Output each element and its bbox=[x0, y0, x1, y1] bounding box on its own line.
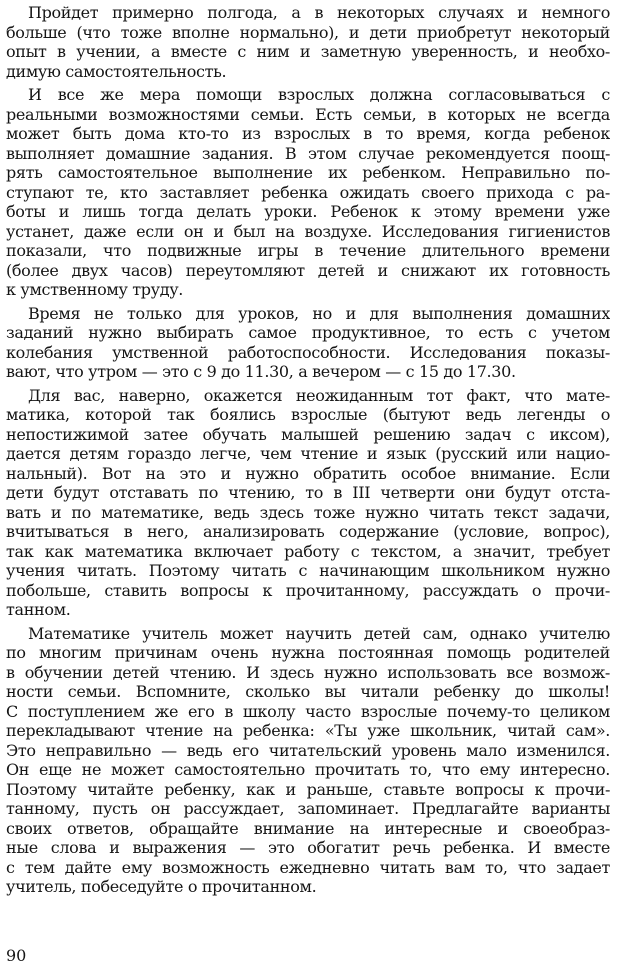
text-line: вать и по математике, ведь здесь тоже нужно читать текст задачи, bbox=[6, 502, 610, 522]
paragraph-1 bbox=[6, 3, 610, 81]
text-line: выполняет домашние задания. В этом случае рекомендуется поощ- bbox=[6, 143, 610, 163]
text-line: вчитываться в него, анализировать содержание (условие, вопрос), bbox=[6, 522, 610, 541]
text-line: дети будут отставать по чтению, то в III четверти они будут отста- bbox=[6, 483, 610, 502]
text-line: больше (что тоже вполне нормально), и дети приобретут некоторый bbox=[6, 22, 610, 42]
paragraph-5 bbox=[6, 624, 610, 897]
text-line: учения читать. Поэтому читать с начинающим школьником нужно bbox=[6, 561, 610, 580]
text-line: по многим причинам очень нужна постоянная помощь родителей bbox=[6, 643, 610, 662]
text-line: вают, что утром — это с 9 до 11.30, а вечером — с 15 до 17.30. bbox=[6, 362, 516, 381]
paragraph-4 bbox=[6, 386, 610, 620]
text-line: Поэтому читайте ребенку, как и раньше, ставьте вопросы к прочи- bbox=[6, 779, 610, 799]
text-line: Время не только для уроков, но и для выполнения домашних bbox=[28, 303, 610, 323]
page-number: 90 bbox=[6, 946, 27, 965]
text-line: устанет, даже если он и был на воздухе. Исследования гигиенистов bbox=[6, 221, 610, 241]
text-line: (более двух часов) переутомляют детей и снижают их готовность bbox=[6, 260, 610, 280]
text-line: в обучении детей чтению. И здесь нужно использовать все возмож- bbox=[6, 662, 610, 682]
text-line: реальными возможностями семьи. Есть семьи, в которых не всегда bbox=[6, 104, 610, 124]
body-text bbox=[6, 3, 610, 897]
text-line: так как математика включает работу с текстом, а значит, требует bbox=[6, 541, 610, 561]
text-line: ные слова и выражения — это обогатит речь ребенка. И вместе bbox=[6, 838, 610, 857]
text-line: ступают те, кто заставляет ребенка ожидать своего прихода с ра- bbox=[6, 182, 610, 202]
text-line: своих ответов, обращайте внимание на интересные и своеобраз- bbox=[6, 818, 610, 838]
text-line: Для вас, наверно, окажется неожиданным тот факт, что мате- bbox=[28, 385, 610, 405]
paragraph-3 bbox=[6, 304, 610, 382]
text-line: с тем дайте ему возможность ежедневно читать вам то, что задает bbox=[6, 857, 610, 877]
text-line: к умственному труду. bbox=[6, 280, 184, 299]
text-line: учитель, побеседуйте о прочитанном. bbox=[6, 877, 317, 896]
text-line: танном. bbox=[6, 600, 71, 619]
text-line: димую самостоятельность. bbox=[6, 61, 227, 81]
text-line: Он еще не может самостоятельно прочитать то, что ему интересно. bbox=[6, 760, 610, 779]
text-line: боты и лишь тогда делать уроки. Ребенок к этому времени уже bbox=[6, 202, 610, 221]
text-line: может быть дома кто-то из взрослых в то время, когда ребенок bbox=[6, 124, 610, 143]
text-line: показали, что подвижные игры в течение длительного времени bbox=[6, 241, 610, 260]
text-line: заданий нужно выбирать самое продуктивное, то есть с учетом bbox=[6, 323, 610, 342]
text-line: матика, которой так боялись взрослые (бытуют ведь легенды о bbox=[6, 405, 610, 424]
text-line: опыт в учении, а вместе с ним и заметную уверенность, и необхо- bbox=[6, 42, 610, 61]
text-line: побольше, ставить вопросы к прочитанному, рассуждать о прочи- bbox=[6, 580, 610, 600]
text-line: дается детям гораздо легче, чем чтение и язык (русский или нацио- bbox=[6, 444, 610, 463]
text-line: колебания умственной работоспособности. Исследования показы- bbox=[6, 342, 610, 362]
text-line: С поступлением же его в школу часто взрослые почему-то целиком bbox=[6, 701, 610, 721]
text-line: танному, пусть он рассуждает, запоминает. Предлагайте варианты bbox=[6, 799, 610, 818]
text-line: рять самостоятельное выполнение их ребенком. Неправильно по- bbox=[6, 163, 610, 182]
text-line: Математике учитель может научить детей сам, однако учителю bbox=[28, 623, 610, 643]
text-line: непостижимой затее обучать малышей решению задач с иксом), bbox=[6, 424, 610, 444]
text-line: И все же мера помощи взрослых должна согласовываться с bbox=[28, 85, 610, 104]
text-line: Это неправильно — ведь его читательский уровень мало изменился. bbox=[6, 740, 610, 760]
text-line: перекладывают чтение на ребенка: «Ты уже школьник, читай сам». bbox=[6, 721, 610, 740]
paragraph-2 bbox=[6, 85, 610, 300]
text-line: нальный). Вот на это и нужно обратить особое внимание. Если bbox=[6, 463, 610, 483]
text-line: Пройдет примерно полгода, а в некоторых случаях и немного bbox=[28, 3, 610, 22]
text-line: ности семьи. Вспомните, сколько вы читали ребенку до школы! bbox=[6, 682, 610, 701]
